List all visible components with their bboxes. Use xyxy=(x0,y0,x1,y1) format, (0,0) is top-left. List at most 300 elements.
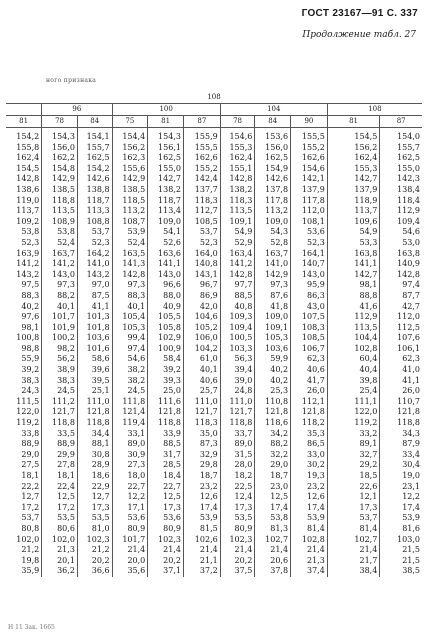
table-cell: 21,5 xyxy=(380,545,422,556)
table-cell: 155,5 xyxy=(183,143,220,154)
table-cell: 17,1 xyxy=(112,503,148,514)
table-cell: 30,2 xyxy=(291,460,328,471)
table-cell: 42,7 xyxy=(380,302,422,313)
table-cell: 105,3 xyxy=(255,333,291,344)
column-header: 78 xyxy=(220,116,255,128)
table-cell: 163,6 xyxy=(148,249,184,260)
table-row xyxy=(6,185,422,196)
table-cell: 88,5 xyxy=(148,439,184,450)
table-cell: 163,4 xyxy=(220,249,255,260)
table-cell: 140,7 xyxy=(291,259,328,270)
table-cell: 22,9 xyxy=(77,482,112,493)
table-cell: 24,5 xyxy=(42,386,78,397)
table-cell: 88,3 xyxy=(112,291,148,302)
table-cell: 111,6 xyxy=(148,397,184,408)
table-row xyxy=(6,217,422,228)
table-cell: 53,5 xyxy=(220,513,255,524)
table-cell: 142,3 xyxy=(380,174,422,185)
table-cell: 106,7 xyxy=(291,344,328,355)
table-cell: 113,4 xyxy=(148,206,184,217)
table-cell: 154,5 xyxy=(327,132,380,143)
table-cell: 87,5 xyxy=(77,291,112,302)
table-cell: 53,7 xyxy=(77,227,112,238)
column-header: 87 xyxy=(183,116,220,128)
table-cell: 33,8 xyxy=(21,428,40,438)
table-cell: 118,8 xyxy=(148,418,184,429)
table-cell: 100,2 xyxy=(42,333,78,344)
table-cell: 20,2 xyxy=(220,556,255,567)
table-cell: 108,1 xyxy=(291,217,328,228)
table-cell: 12,2 xyxy=(380,492,422,503)
table-cell: 17,4 xyxy=(183,503,220,514)
table-cell: 117,8 xyxy=(255,196,291,207)
table-cell: 155,2 xyxy=(183,164,220,175)
table-cell: 118,8 xyxy=(380,418,422,429)
table-cell: 142,9 xyxy=(42,174,78,185)
table-cell: 21,5 xyxy=(380,556,422,567)
table-cell: 25,1 xyxy=(77,386,112,397)
table-cell: 80,8 xyxy=(21,523,40,533)
table-cell: 40,9 xyxy=(148,302,184,313)
table-cell: 101,6 xyxy=(77,344,112,355)
table-row xyxy=(6,365,422,376)
column-header: 78 xyxy=(42,116,78,128)
table-cell: 103,6 xyxy=(77,333,112,344)
table-cell: 162,5 xyxy=(380,153,422,164)
table-cell: 141,0 xyxy=(77,259,112,270)
table-cell: 20,1 xyxy=(42,556,78,567)
table-cell: 31,7 xyxy=(148,450,184,461)
table-cell: 154,2 xyxy=(16,132,40,141)
table-row xyxy=(6,227,422,238)
table-cell: 102,0 xyxy=(16,534,40,544)
table-cell: 39,2 xyxy=(21,365,40,375)
table-cell: 100,9 xyxy=(148,344,184,355)
table-cell: 121,8 xyxy=(77,407,112,418)
table-cell: 25,4 xyxy=(327,386,380,397)
table-row xyxy=(6,344,422,355)
table-cell: 142,9 xyxy=(112,174,148,185)
table-cell: 18,6 xyxy=(77,471,112,482)
table-cell: 19,0 xyxy=(380,471,422,482)
table-cell: 21,4 xyxy=(148,545,184,556)
table-cell: 104,4 xyxy=(327,333,380,344)
table-cell: 39,6 xyxy=(77,365,112,376)
table-cell: 40,1 xyxy=(42,302,78,313)
table-cell: 39,2 xyxy=(148,365,184,376)
table-row xyxy=(6,439,422,450)
table-cell: 62,3 xyxy=(291,354,328,365)
table-cell: 118,8 xyxy=(77,418,112,429)
table-row xyxy=(6,270,422,281)
table-row xyxy=(6,407,422,418)
table-cell: 52,3 xyxy=(183,238,220,249)
table-cell: 39,8 xyxy=(327,376,380,387)
table-cell: 33,4 xyxy=(380,450,422,461)
column-header: 87 xyxy=(380,116,422,128)
table-cell: 29,0 xyxy=(255,460,291,471)
table-cell: 140,8 xyxy=(183,259,220,270)
table-row xyxy=(6,524,422,535)
table-cell: 33,1 xyxy=(112,429,148,440)
top-header-cell: 108 xyxy=(6,92,422,104)
table-cell: 53,8 xyxy=(42,227,78,238)
table-cell: 121,8 xyxy=(255,407,291,418)
table-cell: 113,3 xyxy=(77,206,112,217)
table-cell: 80,9 xyxy=(220,524,255,535)
table-cell: 102,3 xyxy=(77,535,112,546)
table-row xyxy=(6,354,422,365)
table-cell: 154,3 xyxy=(42,132,78,143)
table-cell: 121,7 xyxy=(42,407,78,418)
table-cell: 21,4 xyxy=(112,545,148,556)
table-cell: 109,2 xyxy=(16,216,40,226)
table-cell: 142,6 xyxy=(255,174,291,185)
table-cell: 162,6 xyxy=(291,153,328,164)
table-cell: 141,2 xyxy=(42,259,78,270)
table-cell: 118,4 xyxy=(380,196,422,207)
table-cell: 154,8 xyxy=(42,164,78,175)
table-cell: 138,2 xyxy=(220,185,255,196)
table-cell: 109,4 xyxy=(220,323,255,334)
table-row xyxy=(6,174,422,185)
table-cell: 105,2 xyxy=(183,323,220,334)
table-cell: 61,0 xyxy=(183,354,220,365)
table-cell: 105,8 xyxy=(148,323,184,334)
table-cell: 97,0 xyxy=(77,280,112,291)
table-cell: 58,6 xyxy=(77,354,112,365)
table-cell: 19,8 xyxy=(21,555,40,565)
table-cell: 62,3 xyxy=(380,354,422,365)
table-cell: 118,2 xyxy=(291,418,328,429)
table-cell: 142,8 xyxy=(220,270,255,281)
table-cell: 38,3 xyxy=(42,376,78,387)
table-row xyxy=(6,259,422,270)
table-cell: 39,3 xyxy=(148,376,184,387)
table-cell: 21,4 xyxy=(183,545,220,556)
table-cell: 53,8 xyxy=(255,513,291,524)
table-cell: 35,3 xyxy=(291,429,328,440)
table-cell: 53,9 xyxy=(112,227,148,238)
table-cell: 88,2 xyxy=(255,439,291,450)
table-cell: 97,4 xyxy=(380,280,422,291)
table-cell: 81,0 xyxy=(77,524,112,535)
table-cell: 24,8 xyxy=(220,386,255,397)
table-cell: 33,7 xyxy=(220,429,255,440)
table-cell: 108,7 xyxy=(112,217,148,228)
table-cell: 54,3 xyxy=(255,227,291,238)
table-cell: 155,3 xyxy=(220,143,255,154)
table-cell: 155,2 xyxy=(291,143,328,154)
table-cell: 162,2 xyxy=(42,153,78,164)
table-cell: 52,4 xyxy=(112,238,148,249)
table-cell: 163,5 xyxy=(112,249,148,260)
table-cell: 41,8 xyxy=(255,302,291,313)
table-cell: 163,8 xyxy=(327,249,380,260)
table-cell: 155,7 xyxy=(77,143,112,154)
table-cell: 96,6 xyxy=(148,280,184,291)
table-cell: 87,6 xyxy=(255,291,291,302)
table-cell: 102,9 xyxy=(148,333,184,344)
table-row xyxy=(6,323,422,334)
table-cell: 95,9 xyxy=(291,280,328,291)
table-row xyxy=(6,545,422,556)
table-cell: 86,3 xyxy=(291,291,328,302)
table-cell: 87,9 xyxy=(380,439,422,450)
table-cell: 87,3 xyxy=(183,439,220,450)
table-cell: 142,8 xyxy=(220,174,255,185)
table-cell: 100,5 xyxy=(220,333,255,344)
table-cell: 163,9 xyxy=(16,248,40,258)
table-cell: 26,0 xyxy=(380,386,422,397)
table-cell: 12,7 xyxy=(21,492,40,502)
table-cell: 138,8 xyxy=(77,185,112,196)
table-cell: 52,8 xyxy=(255,238,291,249)
table-cell: 21,1 xyxy=(183,556,220,567)
table-cell: 155,7 xyxy=(380,143,422,154)
table-cell: 162,4 xyxy=(220,153,255,164)
table-cell: 163,7 xyxy=(255,249,291,260)
table-cell: 35,6 xyxy=(112,566,148,577)
table-row xyxy=(6,249,422,260)
table-cell: 18,7 xyxy=(183,471,220,482)
table-cell: 41,7 xyxy=(291,376,328,387)
table-cell: 108,9 xyxy=(42,217,78,228)
table-cell: 21,3 xyxy=(291,556,328,567)
table-cell: 35,9 xyxy=(21,566,40,576)
table-cell: 53,5 xyxy=(42,513,78,524)
table-cell: 24,3 xyxy=(21,386,40,396)
table-cell: 118,3 xyxy=(183,196,220,207)
table-cell: 22,6 xyxy=(327,482,380,493)
table-cell: 81,4 xyxy=(291,524,328,535)
table-cell: 54,9 xyxy=(327,227,380,238)
table-cell: 53,7 xyxy=(327,513,380,524)
table-cell: 141,3 xyxy=(112,259,148,270)
table-cell: 103,0 xyxy=(380,535,422,546)
table-cell: 12,2 xyxy=(112,492,148,503)
table-row xyxy=(6,164,422,175)
table-cell: 17,3 xyxy=(220,503,255,514)
table-cell: 37,4 xyxy=(291,566,328,577)
table-row xyxy=(6,132,422,143)
table-cell: 155,0 xyxy=(380,164,422,175)
data-table xyxy=(6,92,422,577)
table-cell: 88,0 xyxy=(148,291,184,302)
table-cell: 108,8 xyxy=(77,217,112,228)
table-row xyxy=(6,482,422,493)
table-cell: 141,1 xyxy=(327,259,380,270)
table-cell: 52,3 xyxy=(291,238,328,249)
table-cell: 102,3 xyxy=(220,535,255,546)
table-cell: 109,1 xyxy=(220,217,255,228)
table-cell: 164,1 xyxy=(291,249,328,260)
table-cell: 143,0 xyxy=(291,270,328,281)
table-cell: 21,3 xyxy=(42,545,78,556)
table-cell: 27,3 xyxy=(112,460,148,471)
table-cell: 162,5 xyxy=(255,153,291,164)
table-cell: 101,8 xyxy=(77,323,112,334)
table-cell: 58,4 xyxy=(148,354,184,365)
table-cell: 143,0 xyxy=(148,270,184,281)
table-cell: 24,5 xyxy=(112,386,148,397)
table-cell: 122,0 xyxy=(16,407,40,417)
table-cell: 119,2 xyxy=(327,418,380,429)
table-cell: 111,5 xyxy=(16,396,40,406)
table-cell: 38,4 xyxy=(327,566,380,577)
table-cell: 88,3 xyxy=(21,290,40,300)
table-cell: 102,0 xyxy=(42,535,78,546)
table-cell: 54,6 xyxy=(380,227,422,238)
table-cell: 121,4 xyxy=(112,407,148,418)
table-cell: 154,4 xyxy=(112,132,148,143)
table-cell: 30,9 xyxy=(112,450,148,461)
table-cell: 137,9 xyxy=(327,185,380,196)
page-header: ГОСТ 23167—91 С. 337 xyxy=(301,8,418,19)
footer-text: Н 11 Зак. 1665 xyxy=(8,624,55,631)
table-cell: 23,0 xyxy=(255,482,291,493)
table-cell: 29,8 xyxy=(183,460,220,471)
table-cell: 164,2 xyxy=(77,249,112,260)
table-cell: 23,2 xyxy=(291,482,328,493)
table-cell: 53,6 xyxy=(291,227,328,238)
table-cell: 22,4 xyxy=(42,482,78,493)
table-cell: 163,8 xyxy=(380,249,422,260)
table-cell: 154,6 xyxy=(291,164,328,175)
table-body xyxy=(6,132,422,577)
table-cell: 32,9 xyxy=(183,450,220,461)
table-cell: 122,0 xyxy=(327,407,380,418)
table-cell: 88,8 xyxy=(327,291,380,302)
table-cell: 156,0 xyxy=(42,143,78,154)
table-cell: 101,7 xyxy=(42,312,78,323)
table-cell: 18,2 xyxy=(220,471,255,482)
table-cell: 105,4 xyxy=(112,312,148,323)
table-cell: 113,5 xyxy=(327,323,380,334)
table-cell: 29,2 xyxy=(327,460,380,471)
table-cell: 18,7 xyxy=(255,471,291,482)
table-cell: 113,2 xyxy=(255,206,291,217)
table-cell: 59,9 xyxy=(255,354,291,365)
table-cell: 89,0 xyxy=(220,439,255,450)
table-cell: 112,0 xyxy=(291,206,328,217)
table-cell: 87,7 xyxy=(380,291,422,302)
table-cell: 53,5 xyxy=(77,513,112,524)
table-cell: 20,6 xyxy=(255,556,291,567)
table-row xyxy=(6,492,422,503)
table-cell: 27,5 xyxy=(21,460,40,470)
table-cell: 18,1 xyxy=(42,471,78,482)
header-row-top xyxy=(6,92,422,104)
table-cell: 37,5 xyxy=(220,566,255,577)
table-cell: 23,1 xyxy=(380,482,422,493)
table-cell: 41,0 xyxy=(380,365,422,376)
table-cell: 12,7 xyxy=(77,492,112,503)
table-cell: 53,6 xyxy=(148,513,184,524)
table-cell: 112,9 xyxy=(380,206,422,217)
table-cell: 154,9 xyxy=(255,164,291,175)
table-cell: 86,5 xyxy=(291,439,328,450)
table-row xyxy=(6,471,422,482)
table-cell: 113,7 xyxy=(16,206,40,216)
table-cell: 38,9 xyxy=(42,365,78,376)
table-cell: 140,9 xyxy=(380,259,422,270)
table-cell: 25,7 xyxy=(183,386,220,397)
table-row xyxy=(6,280,422,291)
table-cell: 137,9 xyxy=(291,185,328,196)
table-cell: 53,6 xyxy=(112,513,148,524)
column-header: 84 xyxy=(77,116,112,128)
table-cell: 56,3 xyxy=(220,354,255,365)
table-cell: 162,5 xyxy=(148,153,184,164)
table-cell: 52,3 xyxy=(21,237,40,247)
table-cell: 17,2 xyxy=(42,503,78,514)
table-cell: 119,2 xyxy=(16,418,40,428)
table-cell: 112,7 xyxy=(183,206,220,217)
table-cell: 121,7 xyxy=(220,407,255,418)
table-cell: 80,9 xyxy=(112,524,148,535)
table-cell: 113,2 xyxy=(112,206,148,217)
table-cell: 154,6 xyxy=(220,132,255,143)
table-cell: 102,8 xyxy=(291,535,328,546)
table-cell: 17,3 xyxy=(148,503,184,514)
table-cell: 38,2 xyxy=(112,365,148,376)
table-cell: 20,2 xyxy=(148,556,184,567)
table-cell: 156,2 xyxy=(112,143,148,154)
table-cell: 154,1 xyxy=(77,132,112,143)
table-cell: 53,8 xyxy=(21,227,40,237)
table-cell: 20,2 xyxy=(77,556,112,567)
table-cell: 52,6 xyxy=(148,238,184,249)
table-cell: 53,3 xyxy=(327,238,380,249)
table-cell: 41,1 xyxy=(380,376,422,387)
table-cell: 40,2 xyxy=(255,376,291,387)
table-cell: 96,7 xyxy=(183,280,220,291)
table-row xyxy=(6,556,422,567)
table-cell: 105,3 xyxy=(112,323,148,334)
table-cell: 109,0 xyxy=(255,217,291,228)
table-cell: 138,2 xyxy=(148,185,184,196)
table-cell: 18,1 xyxy=(21,471,40,480)
group-header: 96 xyxy=(42,104,112,116)
header-row-groups xyxy=(6,104,422,116)
table-row xyxy=(6,143,422,154)
table-cell: 21,7 xyxy=(327,556,380,567)
table-cell: 142,7 xyxy=(148,174,184,185)
table-cell: 141,2 xyxy=(220,259,255,270)
table-cell: 154,2 xyxy=(77,164,112,175)
table-cell: 98,1 xyxy=(21,322,40,332)
table-cell: 12,1 xyxy=(327,492,380,503)
table-row xyxy=(6,503,422,514)
fragment-text: ного признака xyxy=(46,77,97,84)
table-cell: 53,9 xyxy=(291,513,328,524)
table-cell: 20,0 xyxy=(112,556,148,567)
table-row xyxy=(6,513,422,524)
table-cell: 164,0 xyxy=(183,249,220,260)
table-cell: 143,1 xyxy=(183,270,220,281)
table-cell: 21,2 xyxy=(77,545,112,556)
table-cell: 19,3 xyxy=(291,471,328,482)
table-cell: 101,7 xyxy=(112,535,148,546)
table-cell: 52,3 xyxy=(77,238,112,249)
table-cell: 32,2 xyxy=(255,450,291,461)
table-cell: 18,5 xyxy=(327,471,380,482)
table-row xyxy=(6,333,422,344)
table-cell: 41,1 xyxy=(77,302,112,313)
table-cell: 22,2 xyxy=(21,481,40,491)
table-cell: 104,6 xyxy=(183,312,220,323)
